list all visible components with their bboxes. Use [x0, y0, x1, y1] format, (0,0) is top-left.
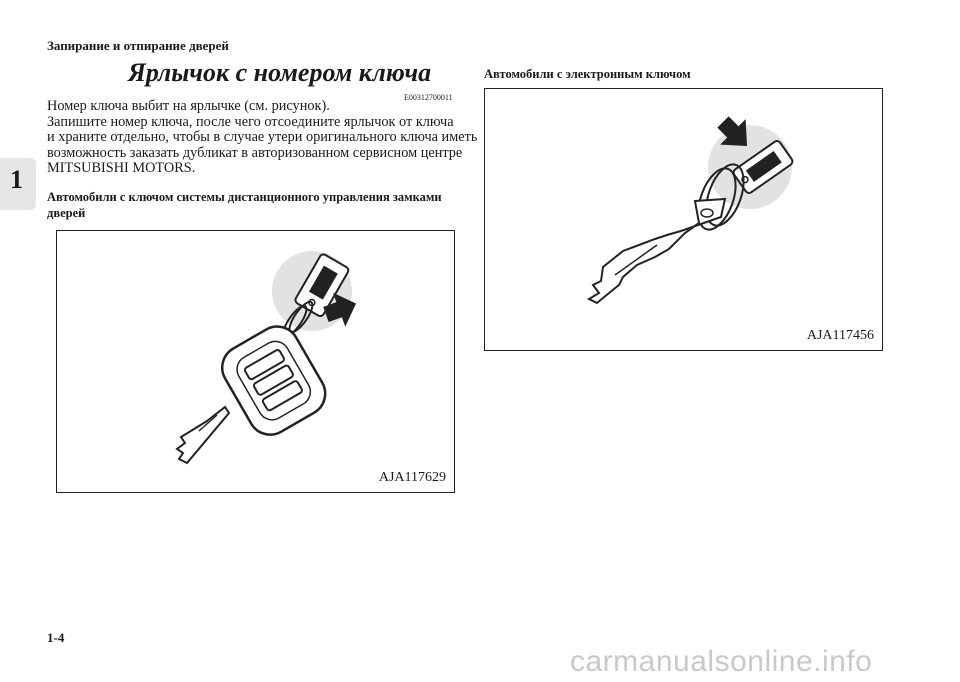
- section-code: E00312700011: [404, 93, 453, 102]
- section-title: Ярлычок с номером ключа: [128, 58, 432, 87]
- watermark: carmanualsonline.info: [570, 645, 873, 678]
- subheading-electronic-key: Автомобили с электронным ключом: [484, 67, 691, 81]
- subheading-remote-key: Автомобили с ключом системы дистанционного управления замками дверей: [47, 190, 442, 220]
- body-line: и храните отдельно, чтобы в случае утери оригинального ключа иметь: [47, 129, 478, 146]
- key-tag-icon: [272, 251, 352, 331]
- remote-key-icon: [177, 319, 333, 463]
- key-tag-icon: [708, 125, 794, 209]
- body-line: MITSUBISHI MOTORS.: [47, 160, 196, 177]
- body-text: [47, 98, 478, 177]
- body-line: возможность заказать дубликат в авторизованном сервисном центре: [47, 144, 463, 161]
- figure-remote-key: [56, 230, 455, 493]
- figure-code: AJA117629: [378, 470, 446, 485]
- body-line: Номер ключа выбит на ярлычке (см. рисунок).: [47, 98, 330, 114]
- running-header: Запирание и отпирание дверей: [47, 38, 229, 53]
- electronic-key-illustration: [485, 89, 882, 350]
- chapter-number: 1: [10, 165, 23, 194]
- figure-code: AJA117456: [806, 328, 874, 343]
- body-line: Запишите номер ключа, после чего отсоедините ярлычок от ключа: [47, 113, 454, 130]
- page-number: 1-4: [47, 630, 65, 645]
- remote-key-illustration: [57, 231, 454, 492]
- figure-electronic-key: [484, 88, 883, 351]
- emergency-key-icon: [589, 199, 725, 303]
